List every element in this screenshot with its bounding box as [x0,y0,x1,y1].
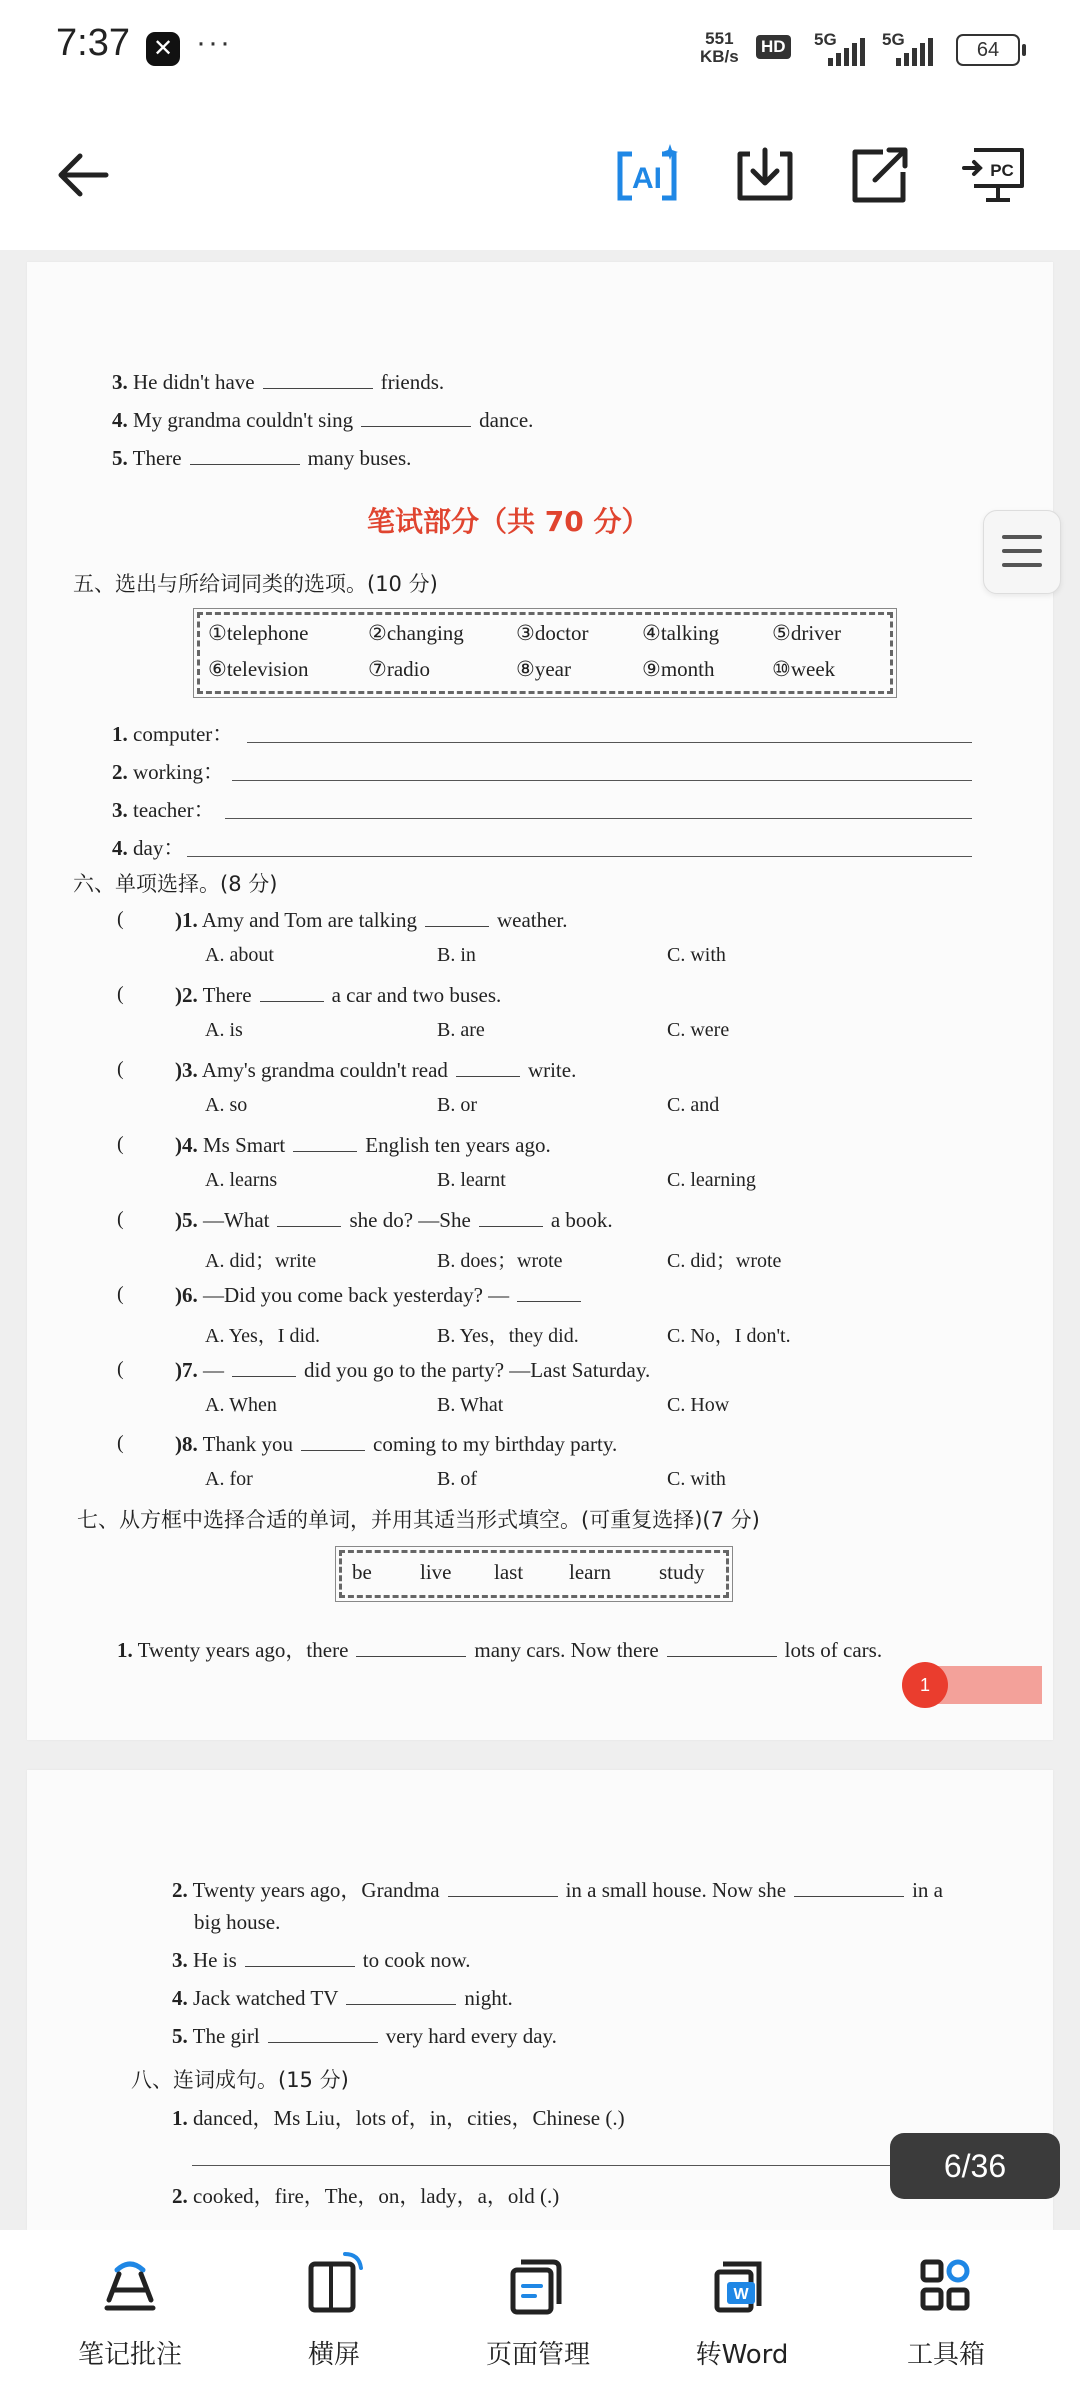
top-toolbar [0,100,1080,250]
status-time: 7:37 [56,22,130,64]
document-page-1 [27,262,1053,1740]
classify-item-1: 1. computer： [112,722,234,746]
fill-form-item-2: 2. Twenty years ago，Grandma in a small house. Now she in a [172,1878,943,1902]
option-b: B. are [437,1019,485,1041]
answer-line [192,2165,982,2166]
classify-item-3: 3. teacher： [112,798,215,822]
option-a: A. about [205,944,274,966]
answer-line [232,780,972,781]
nav-to-word[interactable]: W 转Word [642,2250,842,2371]
page-manage-icon [503,2250,573,2320]
send-to-pc-icon[interactable] [960,140,1030,210]
answer-line [247,742,972,743]
mc-question-8: )8. Thank you coming to my birthday party. [175,1432,618,1456]
pen-annotate-icon [95,2250,165,2320]
back-arrow-icon[interactable] [50,140,120,210]
option-a: A. did；write [205,1250,317,1272]
fill-form-item-5: 5. The girl very hard every day. [172,2024,557,2048]
option-b: B. What [437,1394,504,1416]
option-c: C. did；wrote [667,1250,782,1272]
fill-form-item-1: 1. Twenty years ago，there many cars. Now there lots of cars. [117,1638,883,1662]
section8-heading: 八、连词成句。(15 分) [131,2068,349,2092]
answer-line [225,818,972,819]
word-bank-box: ①telephone ②changing ③doctor ④talking ⑤driver ⑥television ⑦radio ⑧year ⑨month ⑩week [197,612,893,694]
battery-icon: 64 [956,34,1020,66]
option-a: A. When [205,1394,277,1416]
answer-paren: ( [117,1133,124,1155]
svg-text:AI: AI [632,162,662,195]
option-c: C. with [667,944,726,966]
classify-item-2: 2. working： [112,760,224,784]
option-b: B. does；wrote [437,1250,563,1272]
answer-paren: ( [117,1058,124,1080]
option-a: A. is [205,1019,243,1041]
word-choice-box: be live last learn study [339,1550,729,1598]
page-tag-bar [932,1666,1042,1704]
option-c: C. and [667,1094,720,1116]
svg-text:W: W [733,2286,749,2303]
ai-assistant-icon[interactable] [612,140,682,210]
option-c: C. with [667,1468,726,1490]
answer-line [187,856,972,857]
page-indicator: 6/36 [890,2133,1060,2199]
status-bar [0,0,1080,100]
share-icon[interactable] [845,140,915,210]
classify-item-4: 4. day： [112,836,185,860]
option-b: B. learnt [437,1169,506,1191]
toolbox-grid-icon [911,2250,981,2320]
option-c: C. How [667,1394,730,1416]
section5-heading: 五、选出与所给词同类的选项。(10 分) [73,572,438,596]
fill-item-3: 3. He didn't have friends. [112,370,445,394]
mc-question-5: )5. —What she do? —She a book. [175,1208,613,1232]
answer-paren: ( [117,908,124,930]
option-c: C. were [667,1019,730,1041]
app-notification-icon [146,32,180,66]
fill-item-5: 5. There many buses. [112,446,412,470]
hd-icon: HD [756,35,791,59]
landscape-icon [299,2250,369,2320]
option-b: B. Yes，they did. [437,1325,579,1347]
download-icon[interactable] [730,140,800,210]
fill-form-item-3: 3. He is to cook now. [172,1948,471,1972]
nav-toolbox[interactable]: 工具箱 [846,2250,1046,2371]
nav-landscape[interactable]: 横屏 [234,2250,434,2371]
sentence-item-2: 2. cooked，fire，The，on，lady，a，old (.) [172,2184,560,2208]
written-section-title: 笔试部分（共 70 分） [367,505,650,538]
more-notifications-icon: ··· [196,26,232,59]
option-a: A. so [205,1094,248,1116]
answer-paren: ( [117,1283,124,1305]
mc-question-1: )1. Amy and Tom are talking weather. [175,908,568,932]
mc-question-7: )7. — did you go to the party? —Last Saturday. [175,1358,651,1382]
floating-menu-button[interactable] [983,510,1061,594]
nav-annotate[interactable]: 笔记批注 [30,2250,230,2371]
nav-page-manage[interactable]: 页面管理 [438,2250,638,2371]
answer-paren: ( [117,1358,124,1380]
section6-heading: 六、单项选择。(8 分) [73,872,278,896]
mc-question-4: )4. Ms Smart English ten years ago. [175,1133,551,1157]
fill-form-item-4: 4. Jack watched TV night. [172,1986,513,2010]
fill-form-item-2-cont: big house. [194,1910,281,1934]
option-b: B. in [437,944,476,966]
signal-bars-1-icon [814,38,874,66]
option-b: B. or [437,1094,477,1116]
page-number-badge: 1 [902,1662,948,1708]
mc-question-3: )3. Amy's grandma couldn't read write. [175,1058,577,1082]
network-speed: 551 KB/s [700,29,739,66]
bottom-nav [0,2230,1080,2401]
option-a: A. for [205,1468,253,1490]
mc-question-6: )6. —Did you come back yesterday? — [175,1283,589,1308]
option-b: B. of [437,1468,477,1490]
signal-label-2: 5G [882,30,905,49]
option-a: A. learns [205,1169,278,1191]
signal-label-1: 5G [814,30,837,49]
fill-item-4: 4. My grandma couldn't sing dance. [112,408,534,432]
answer-paren: ( [117,1432,124,1454]
word-convert-icon [707,2250,777,2320]
option-c: C. No，I don't. [667,1325,791,1347]
option-a: A. Yes，I did. [205,1325,321,1347]
option-c: C. learning [667,1169,756,1191]
mc-question-2: )2. There a car and two buses. [175,983,502,1007]
section7-heading: 七、从方框中选择合适的单词，并用其适当形式填空。(可重复选择)(7 分) [77,1508,760,1532]
answer-paren: ( [117,983,124,1005]
answer-paren: ( [117,1208,124,1230]
svg-text:PC: PC [990,161,1014,180]
sentence-item-1: 1. danced，Ms Liu，lots of，in，cities，Chinese (.) [172,2106,625,2130]
signal-bars-2-icon [882,38,942,66]
